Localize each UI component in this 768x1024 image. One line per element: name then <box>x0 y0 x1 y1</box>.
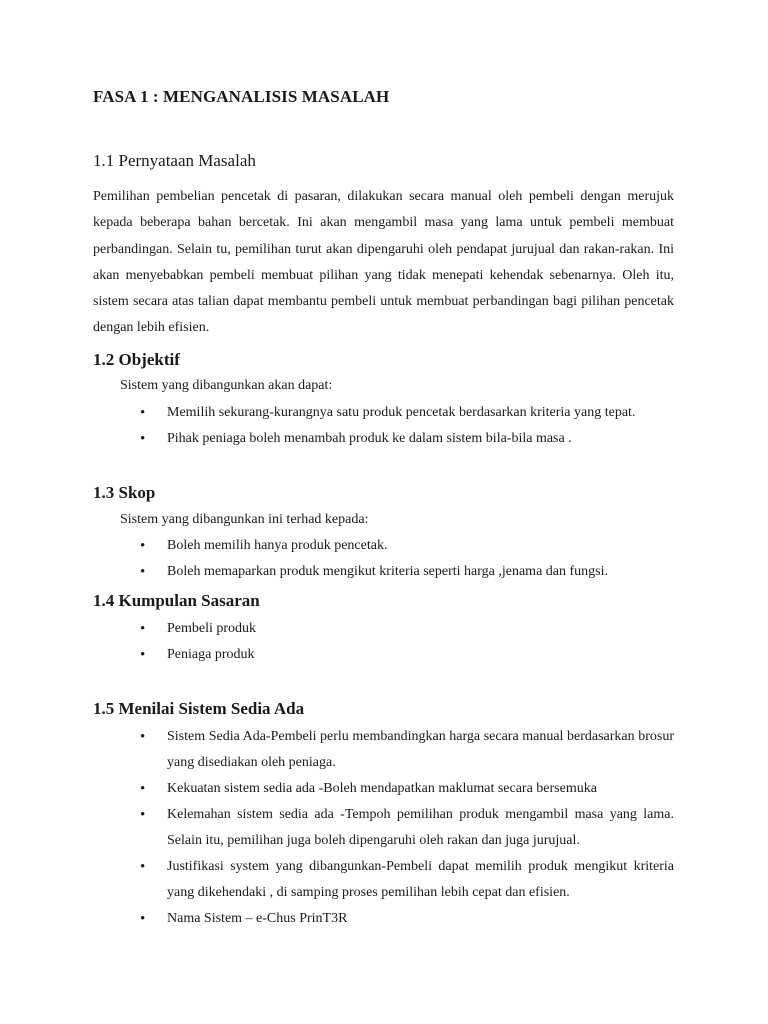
objectives-intro: Sistem yang dibangunkan akan dapat: <box>120 378 333 393</box>
list-item: • Pembeli produk <box>139 616 674 642</box>
scope-intro: Sistem yang dibangunkan ini terhad kepada: <box>120 512 369 527</box>
scope-list <box>139 533 674 585</box>
list-item: • Nama Sistem – e-Chus PrinT3R <box>139 906 674 932</box>
section-heading-scope: 1.3 Skop <box>93 483 156 502</box>
list-item: • Memilih sekurang-kurangnya satu produk pencetak berdasarkan kriteria yang tepat. <box>139 400 674 426</box>
list-item: • Pihak peniaga boleh menambah produk ke dalam sistem bila-bila masa . <box>139 426 674 452</box>
list-item: • Boleh memaparkan produk mengikut kriteria seperti harga ,jenama dan fungsi. <box>139 559 674 585</box>
section-heading-existing-system: 1.5 Menilai Sistem Sedia Ada <box>93 699 305 718</box>
problem-statement-paragraph: Pemilihan pembelian pencetak di pasaran, dilakukan secara manual oleh pembeli dengan merujuk kepada beberapa bahan bercetak. Ini akan mengambil masa yang lama untuk pembeli membuat perbandingan. Selain tu, pemilihan turut akan dipengaruhi oleh pendapat jurujual dan rakan-rakan. Ini akan menyebabkan pembeli membuat pilihan yang tidak menepati kehendak sebenarnya. Oleh itu, sistem secara atas talian dapat membantu pembeli untuk membuat perbandingan bagi pilihan pencetak dengan lebih efisien. <box>93 189 674 336</box>
page-title: FASA 1 : MENGANALISIS MASALAH <box>93 87 390 106</box>
objectives-list <box>139 400 674 452</box>
section-heading-target-group: 1.4 Kumpulan Sasaran <box>93 591 260 610</box>
list-item: • Peniaga produk <box>139 642 674 668</box>
list-item: • Justifikasi system yang dibangunkan-Pembeli dapat memilih produk mengikut kriteria yang dikehendaki , di samping proses pemilihan lebih cepat dan efisien. <box>139 854 674 906</box>
list-item: • Kekuatan sistem sedia ada -Boleh mendapatkan maklumat secara bersemuka <box>139 776 674 802</box>
list-item: • Kelemahan sistem sedia ada -Tempoh pemilihan produk mengambil masa yang lama. Selain itu, pemilihan juga boleh dipengaruhi oleh rakan dan juga jurujual. <box>139 802 674 854</box>
target-group-list <box>139 616 674 668</box>
list-item: • Boleh memilih hanya produk pencetak. <box>139 533 674 559</box>
section-heading-objectives: 1.2 Objektif <box>93 350 180 369</box>
list-item: • Sistem Sedia Ada-Pembeli perlu membandingkan harga secara manual berdasarkan brosur yang disediakan oleh peniaga. <box>139 724 674 776</box>
section-heading-problem-statement: 1.1 Pernyataan Masalah <box>93 151 256 170</box>
existing-system-list <box>139 724 674 932</box>
